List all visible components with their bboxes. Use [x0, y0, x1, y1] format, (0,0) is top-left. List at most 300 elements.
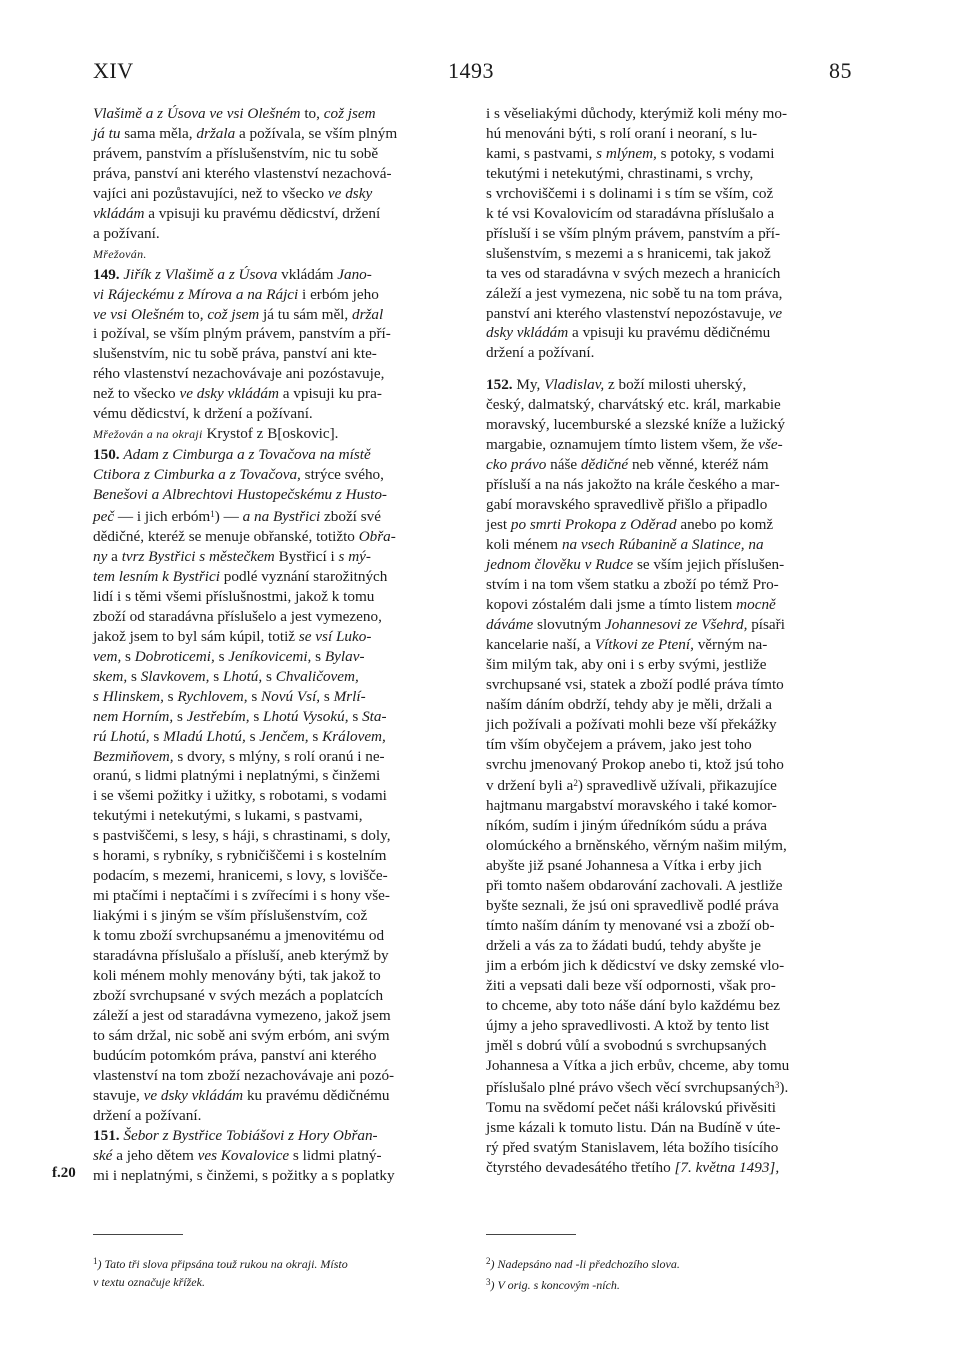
- text-line: [93, 846, 473, 866]
- text-run: s lidmi platný-: [289, 1146, 382, 1164]
- text-run: tvrz Bystřici s městečkem: [121, 547, 275, 565]
- text-run: s: [245, 727, 260, 745]
- text-run: Dobroticemi,: [134, 647, 215, 665]
- text-run: jich požívali a požívati mohli beze vší překážky: [486, 715, 777, 733]
- text-run: Tomu na svědomí pečet náši královskú přivěsiti: [486, 1098, 776, 1116]
- text-run: příslušalo plné právo všech věcí svrchupsaných: [486, 1078, 775, 1096]
- text-line: [486, 1016, 862, 1036]
- text-run: a požívaní.: [93, 224, 160, 242]
- text-line: [93, 1126, 473, 1146]
- page-number: 85: [829, 58, 852, 83]
- text-run: Jano-: [337, 265, 372, 283]
- text-run: český, dalmatský, charvátský etc. král, markabie: [486, 396, 781, 414]
- text-run: Chvaličovem,: [275, 667, 359, 685]
- text-run: vajíci ani pozůstavujíci, než to všecko: [93, 184, 328, 202]
- text-run: ves Kovalovice: [197, 1146, 290, 1164]
- text-line: [93, 1006, 473, 1026]
- text-line: [93, 305, 473, 325]
- text-run: s: [311, 647, 325, 665]
- text-line: [486, 495, 862, 515]
- text-line: [486, 1138, 862, 1158]
- text-line: [486, 655, 862, 675]
- text-line: [93, 485, 473, 505]
- text-run: což jsem: [323, 105, 376, 122]
- text-line: [93, 866, 473, 886]
- text-run: přísluší a na nás jakožto na krále českého a mar-: [486, 476, 780, 494]
- text-line: [486, 164, 862, 184]
- text-run: v textu označuje křížek.: [93, 1275, 205, 1289]
- text-run: Ctibora z Cimburka a z Tovačova,: [93, 466, 301, 484]
- text-line: [486, 715, 862, 735]
- text-line: [486, 675, 862, 695]
- text-line: [486, 184, 862, 204]
- text-line: [93, 747, 473, 767]
- text-run: s Hlinskem,: [93, 687, 164, 705]
- footnote-mark: 1: [93, 1256, 98, 1266]
- text-run: vlastenství na tom zboží nezachovávaje ani pozó-: [93, 1066, 395, 1084]
- text-run: Šebor z Bystřice Tobiášovi z Hory Obřan-: [123, 1126, 378, 1144]
- text-run: šim milým tak, aby oni i s erby svými, jestliže: [486, 655, 767, 673]
- text-run: s: [121, 647, 135, 665]
- text-line: [486, 455, 862, 475]
- text-run: a na Bystřici: [242, 508, 321, 526]
- text-line: [93, 1046, 473, 1066]
- text-run: k tomu zboží svrchupsanému a jmenovitému od: [93, 927, 385, 945]
- text-run: a: [107, 547, 122, 565]
- text-line: [486, 535, 862, 555]
- text-line: [486, 395, 862, 415]
- text-line: [93, 946, 473, 966]
- text-run: Mřežován a na okraji: [93, 427, 203, 442]
- text-run: moravský, lucemburské a slezské kníže a lužický: [486, 416, 786, 434]
- text-run: anebo po komž: [676, 516, 774, 534]
- text-run: stvím i na tom všem statku a zboží po témž Pro-: [486, 575, 779, 593]
- text-run: Vítkovi ze Ptení,: [594, 635, 694, 653]
- text-run: s: [163, 687, 178, 705]
- text-run: stavuje,: [93, 1086, 144, 1104]
- text-line: [93, 224, 473, 244]
- text-run: dědičné: [580, 456, 629, 474]
- text-line: [486, 856, 862, 876]
- text-run: s mý-: [338, 547, 371, 565]
- text-run: já tu sám měl,: [259, 305, 352, 323]
- text-run: přísluší i se vším plným právem, panstvím a pří-: [486, 224, 781, 242]
- text-run: strýce svého,: [300, 466, 384, 484]
- text-run: Novú Vsí,: [261, 687, 321, 705]
- text-line: [486, 204, 862, 224]
- text-line: [486, 304, 862, 324]
- text-line: [93, 324, 473, 344]
- text-run: s: [249, 707, 264, 725]
- text-run: a vpisuji ku pravému dědicství, držení: [144, 204, 381, 222]
- text-run: to,: [300, 105, 324, 122]
- text-run: Bylav-: [324, 647, 365, 665]
- text-run: mocně: [736, 595, 776, 613]
- text-line: [486, 595, 862, 615]
- text-line: [486, 1252, 862, 1273]
- text-run: tekutými i netekutými, s lukami, s pastvami,: [93, 807, 363, 825]
- text-run: dědičné, kteréž se menuje obřanské, totižto: [93, 528, 359, 546]
- text-run: jim a erbóm jich k dědicství ve dsky zemské vlo-: [486, 957, 785, 975]
- text-run: staradávna příslušalo a přísluší, aneb kterýmž by: [93, 947, 389, 965]
- text-line: [93, 465, 473, 485]
- text-run: podlé vyznání starožitných: [219, 567, 388, 585]
- text-line: [93, 587, 473, 607]
- text-line: [93, 806, 473, 826]
- text-run: Krystof z B[oskovic].: [202, 425, 339, 443]
- text-line: [486, 144, 862, 164]
- text-run: nem Horním,: [93, 707, 174, 725]
- text-run: liakými i s jiným se vším příslušenstvím, což: [93, 907, 368, 925]
- text-line: [93, 244, 473, 265]
- text-run: vše-: [758, 436, 783, 454]
- text-run: ) V orig. s koncovým -ních.: [490, 1278, 620, 1292]
- text-run: jest: [486, 516, 511, 534]
- text-run: dsky vkládám: [486, 324, 569, 342]
- text-run: věrným na-: [693, 635, 768, 653]
- footnote-mark: 3: [486, 1277, 491, 1287]
- text-run: margabie, oznamujem tímto listem všem, že: [486, 436, 759, 454]
- text-run: byšte seznali, že jsú oni spravedlivě podlé práva: [486, 897, 779, 915]
- text-run: jsme kázali k tomuto listu. Dán na Budíně v úte-: [486, 1118, 781, 1136]
- text-line: [93, 124, 473, 144]
- text-run: Obřa-: [358, 528, 396, 546]
- text-run: Adam z Cimburga a z Tovačova na místě: [123, 446, 371, 464]
- text-line: [93, 986, 473, 1006]
- text-run: to sám držal, nic sobě ani svým erbóm, ani svým: [93, 1026, 390, 1044]
- text-line: [93, 1146, 473, 1166]
- text-line: [486, 1076, 862, 1098]
- text-run: My,: [512, 376, 545, 394]
- entry-number: 150.: [93, 446, 120, 464]
- text-line: [93, 707, 473, 727]
- text-run: naším dáním obdrží, tehdy aby je měli, držali a: [486, 695, 772, 713]
- footnotes-left: [93, 1252, 473, 1291]
- text-run: žiti a vepsati dali beze vší odpornosti, však pro-: [486, 976, 776, 994]
- text-run: s: [308, 727, 323, 745]
- text-run: s: [247, 687, 262, 705]
- text-run: Johannesovi ze Všehrd,: [604, 615, 748, 633]
- text-run: vému dědicství, k držení a požívaní.: [93, 405, 313, 423]
- text-run: vkládám: [93, 204, 145, 222]
- text-run: s: [209, 667, 223, 685]
- text-line: [93, 966, 473, 986]
- text-line: [93, 667, 473, 687]
- text-run: jednom člověku v Rudce: [486, 555, 634, 573]
- text-run: s pastviščemi, s lesy, s háji, s chrastinami, s doly,: [93, 827, 391, 845]
- text-run: držal: [352, 305, 384, 323]
- text-run: podacím, s mezemi, hranicemi, s lovy, s lovišče-: [93, 867, 388, 885]
- text-line: [486, 774, 862, 796]
- text-run: Vlašimě a z Úsova ve vsi Olešném: [93, 105, 301, 122]
- text-run: skem,: [93, 667, 128, 685]
- text-run: budúcím potomkóm práva, panství ani kterého: [93, 1046, 377, 1064]
- text-run: Jestřebím,: [186, 707, 250, 725]
- text-line: [93, 285, 473, 305]
- text-run: sama měla,: [120, 124, 197, 142]
- text-run: jměl s dobrú vůlí a svobodnú s svrchupsaných: [486, 1036, 767, 1054]
- footnote-mark: 2: [486, 1256, 491, 1266]
- text-line: [486, 916, 862, 936]
- text-run: s dvory, s mlýny, s rolí oranú i ne-: [173, 747, 385, 765]
- text-line: [486, 264, 862, 284]
- text-run: to chceme, aby toto náše dání bylo každému bez: [486, 996, 780, 1014]
- text-line: [486, 104, 862, 124]
- text-run: i erbóm jeho: [298, 285, 379, 303]
- footnote-mark: 2: [573, 778, 578, 789]
- text-line: [486, 755, 862, 775]
- text-run: s mlýnem,: [596, 144, 657, 162]
- text-run: s horami, s rybníky, s rybničiščemi i s kostelním: [93, 847, 387, 865]
- text-run: neb věnné, kteréž nám: [628, 456, 769, 474]
- text-run: olomúckého a brněnského, věrným našim milým,: [486, 837, 787, 855]
- text-run: Mladú Lhotú,: [163, 727, 246, 745]
- text-run: a požívala, se vším plným: [235, 124, 398, 142]
- text-run: já tu: [93, 124, 121, 142]
- text-line: [93, 527, 473, 547]
- folio-margin-note: f.20: [52, 1165, 76, 1181]
- text-run: držení a požívaní.: [93, 1106, 202, 1124]
- text-line: [93, 826, 473, 846]
- text-run: vem,: [93, 647, 122, 665]
- text-line: [486, 375, 862, 395]
- text-line: [93, 547, 473, 567]
- text-run: slovutným: [533, 615, 605, 633]
- text-run: rý před svatým Stanislavem, léta božího tisícího: [486, 1138, 779, 1156]
- text-line: [486, 996, 862, 1016]
- text-line: [93, 567, 473, 587]
- text-run: při tomto našem obdarování zachovali. A jestliže: [486, 877, 783, 895]
- text-line: [486, 796, 862, 816]
- text-line: [93, 1252, 473, 1273]
- text-run: Bystřicí i: [274, 547, 339, 565]
- text-run: újmy a jeho spravedlivosti. A ktož by tento list: [486, 1016, 770, 1034]
- text-line: [93, 1273, 473, 1291]
- text-run: peč: [93, 508, 115, 526]
- text-run: s: [173, 707, 187, 725]
- text-line: [93, 184, 473, 204]
- text-run: se vsí Luko-: [298, 627, 372, 645]
- text-run: rého vlastenství nezachovávaje ani pozóstavuje,: [93, 365, 385, 383]
- text-line: [93, 104, 473, 124]
- text-line: [93, 1086, 473, 1106]
- text-run: ny: [93, 547, 108, 565]
- text-run: i požíval, se vším plným právem, panstvím a pří-: [93, 325, 391, 343]
- text-run: ku pravému dědičnému: [243, 1086, 390, 1104]
- text-run: ve dsky vkládám: [179, 385, 279, 403]
- text-run: než to všecko: [93, 385, 180, 403]
- text-line: [93, 926, 473, 946]
- text-line: [93, 886, 473, 906]
- footnotes-right: [486, 1252, 862, 1294]
- text-line: [486, 555, 862, 575]
- text-run: z boží milosti uherský,: [604, 376, 747, 394]
- text-run: Slavkovem,: [140, 667, 210, 685]
- text-line: [93, 204, 473, 224]
- text-run: Johannesa a Vítka a jich erbův, chceme, aby tomu: [486, 1056, 790, 1074]
- text-run: Benešovi a Albrechtovi Hustopečskému z Husto-: [93, 486, 387, 504]
- text-run: slušenstvím, nic tu sobě práva, panství ani kte-: [93, 345, 377, 363]
- text-line: [486, 1056, 862, 1076]
- text-run: vkládám: [277, 265, 338, 283]
- text-line: [93, 647, 473, 667]
- text-run: ve dsky vkládám: [143, 1086, 244, 1104]
- text-run: záleží a jest od staradávna vymezeno, jakož jsem: [93, 1006, 391, 1024]
- text-run: tím vším obyčejem a právem, jako jest toho: [486, 735, 752, 753]
- text-run: k té vsi Kovalovicím od staradávna příslušalo a: [486, 204, 775, 222]
- text-run: abyšte již psané Johannesa a Vítka i erby jich: [486, 857, 762, 875]
- text-run: Královem,: [322, 727, 386, 745]
- text-run: Mřežován.: [93, 246, 147, 261]
- text-line: [93, 1066, 473, 1086]
- text-line: [486, 615, 862, 635]
- text-run: hajtmanu margabství moravského i také komor-: [486, 797, 777, 815]
- text-run: s: [262, 667, 276, 685]
- text-run: slušenstvím, s mezemi a s hranicemi, tak jakož: [486, 244, 771, 262]
- text-line: [486, 343, 862, 363]
- text-run: s: [127, 667, 141, 685]
- text-line: [486, 1036, 862, 1056]
- footnote-rule-left: [93, 1234, 183, 1235]
- text-run: po smrti Prokopa z Oděrad: [510, 516, 677, 534]
- text-run: zboží od staradávna příslušelo a jest vymezeno,: [93, 607, 382, 625]
- text-run: Bezmiňovem,: [93, 747, 174, 765]
- text-run: Jiřík z Vlašimě a z Úsova: [123, 265, 278, 283]
- text-run: a jeho dětem: [112, 1146, 198, 1164]
- text-column-right: [486, 104, 862, 1178]
- text-line: [93, 786, 473, 806]
- text-run: kopovi zóstalém dali jsme a tímto listem: [486, 595, 737, 613]
- text-column-left: [93, 104, 473, 1185]
- text-line: [93, 364, 473, 384]
- text-line: [486, 1158, 862, 1178]
- text-run: koli ménem: [486, 536, 562, 554]
- text-run: lidí i s těmi všemi příslušnostmi, jakož k tomu: [93, 587, 375, 605]
- text-run: rú Lhotú,: [93, 727, 150, 745]
- text-line: [486, 284, 862, 304]
- text-line: [93, 164, 473, 184]
- text-line: [486, 475, 862, 495]
- text-run: s: [149, 727, 164, 745]
- footnote-mark: 1: [210, 509, 215, 520]
- text-run: zboží své: [320, 508, 381, 526]
- text-line: [486, 244, 862, 264]
- text-line: [486, 816, 862, 836]
- text-run: — i jich erbóm: [114, 508, 211, 526]
- text-run: se vším jejich příslušen-: [633, 555, 785, 573]
- text-run: ve dsky: [327, 184, 373, 202]
- text-line: [93, 687, 473, 707]
- text-run: písaři: [747, 615, 785, 633]
- text-run: čtyrstého devadesátého třetího: [486, 1158, 675, 1176]
- text-run: tímto naším dáním ty menované vsi a zboží ob-: [486, 917, 775, 935]
- text-line: [93, 404, 473, 424]
- text-run: záleží a jest vymezena, nic sobě tu na tom práva,: [486, 284, 783, 302]
- text-line: [486, 323, 862, 343]
- text-run: hú menováni býti, s rolí oraní i neoraní, s lu-: [486, 124, 758, 142]
- text-line: [93, 727, 473, 747]
- text-line: [486, 575, 862, 595]
- text-line: [93, 766, 473, 786]
- text-line: [486, 435, 862, 455]
- text-run: Sta-: [362, 707, 387, 725]
- text-run: s: [348, 707, 363, 725]
- text-run: svrchupsané vsi, statek a zboží podlé práva tímto: [486, 675, 784, 693]
- text-line: [486, 896, 862, 916]
- text-line: [93, 906, 473, 926]
- text-line: [93, 627, 473, 647]
- text-run: níkóm, sudím i jiným úředníkóm súdu a práva: [486, 817, 767, 835]
- text-run: právem, panstvím a příslušenstvím, nic tu sobě: [93, 144, 379, 162]
- text-run: na vsech Rúbanině a Slatince, na: [561, 536, 764, 554]
- text-run: to,: [184, 305, 208, 323]
- text-run: Lhotú Vysokú,: [263, 707, 349, 725]
- text-run: panství ani kterého vlastenství nepozóstavuje,: [486, 304, 769, 322]
- paragraph-gap: [486, 363, 862, 375]
- text-line: [486, 124, 862, 144]
- text-line: [486, 1273, 862, 1294]
- text-run: vi Rájeckému z Mírova a na Rájci: [93, 285, 299, 303]
- text-run: ).: [779, 1078, 789, 1096]
- footnote-mark: 3: [774, 1079, 780, 1090]
- text-line: [93, 1026, 473, 1046]
- text-run: ) Tato tři slova připsána touž rukou na okraji. Místo: [97, 1257, 348, 1271]
- text-run: jakož jsem to byl sám kúpil, totiž: [93, 627, 299, 645]
- text-run: dáváme: [486, 615, 534, 633]
- text-line: [93, 384, 473, 404]
- text-run: zboží svrchupsané v svých mezách a poplatcích: [93, 986, 384, 1004]
- text-line: [486, 836, 862, 856]
- text-run: koli ménem mohly menovány býti, tak jakož to: [93, 966, 381, 984]
- text-line: [486, 415, 862, 435]
- text-line: [93, 1166, 473, 1186]
- text-run: s vrchoviščemi i s dolinami i s tím se vším, což: [486, 184, 774, 202]
- running-head-volume: XIV: [93, 58, 134, 83]
- running-head-year: 1493: [448, 58, 494, 83]
- text-run: tekutými i netekutými, chrastinami, s vrchy,: [486, 164, 754, 182]
- text-run: Mrlí-: [333, 687, 366, 705]
- text-run: Jenčem,: [259, 727, 309, 745]
- text-line: [486, 956, 862, 976]
- text-run: kancelarie naší, a: [486, 635, 595, 653]
- text-run: ) Nadepsáno nad -li předchozího slova.: [490, 1257, 680, 1271]
- text-run: náše: [546, 456, 581, 474]
- text-run: ta ves od staradávna v svých mezech a hranicích: [486, 264, 781, 282]
- text-line: [486, 224, 862, 244]
- text-run: držení a požívaní.: [486, 344, 595, 362]
- text-line: [486, 1098, 862, 1118]
- text-run: cko právo: [486, 456, 547, 474]
- text-run: s potoky, s vodami: [656, 144, 775, 162]
- entry-number: 152.: [486, 376, 513, 394]
- text-run: a vpisuji ku pravému dědičnému: [568, 324, 771, 342]
- text-run: gabí moravského spravedlivě přišlo a připadlo: [486, 496, 768, 514]
- footnote-rule-right: [486, 1234, 576, 1235]
- text-line: [93, 445, 473, 465]
- entry-number: 151.: [93, 1126, 120, 1144]
- text-run: Lhotú,: [222, 667, 263, 685]
- text-run: oranú, s lidmi platnými i neplatnými, s činžemi: [93, 767, 381, 785]
- text-run: drželi a vás za to žádati budú, tehdy abyšte je: [486, 937, 761, 955]
- text-line: [486, 515, 862, 535]
- text-line: [486, 976, 862, 996]
- text-line: [93, 1106, 473, 1126]
- text-run: kami, s pastvami,: [486, 144, 597, 162]
- text-run: Jeníkovicemi,: [228, 647, 312, 665]
- text-run: mi i neplatnými, s činžemi, s požitky a s poplatky: [93, 1166, 395, 1184]
- text-line: [93, 424, 473, 445]
- text-run: s: [214, 647, 229, 665]
